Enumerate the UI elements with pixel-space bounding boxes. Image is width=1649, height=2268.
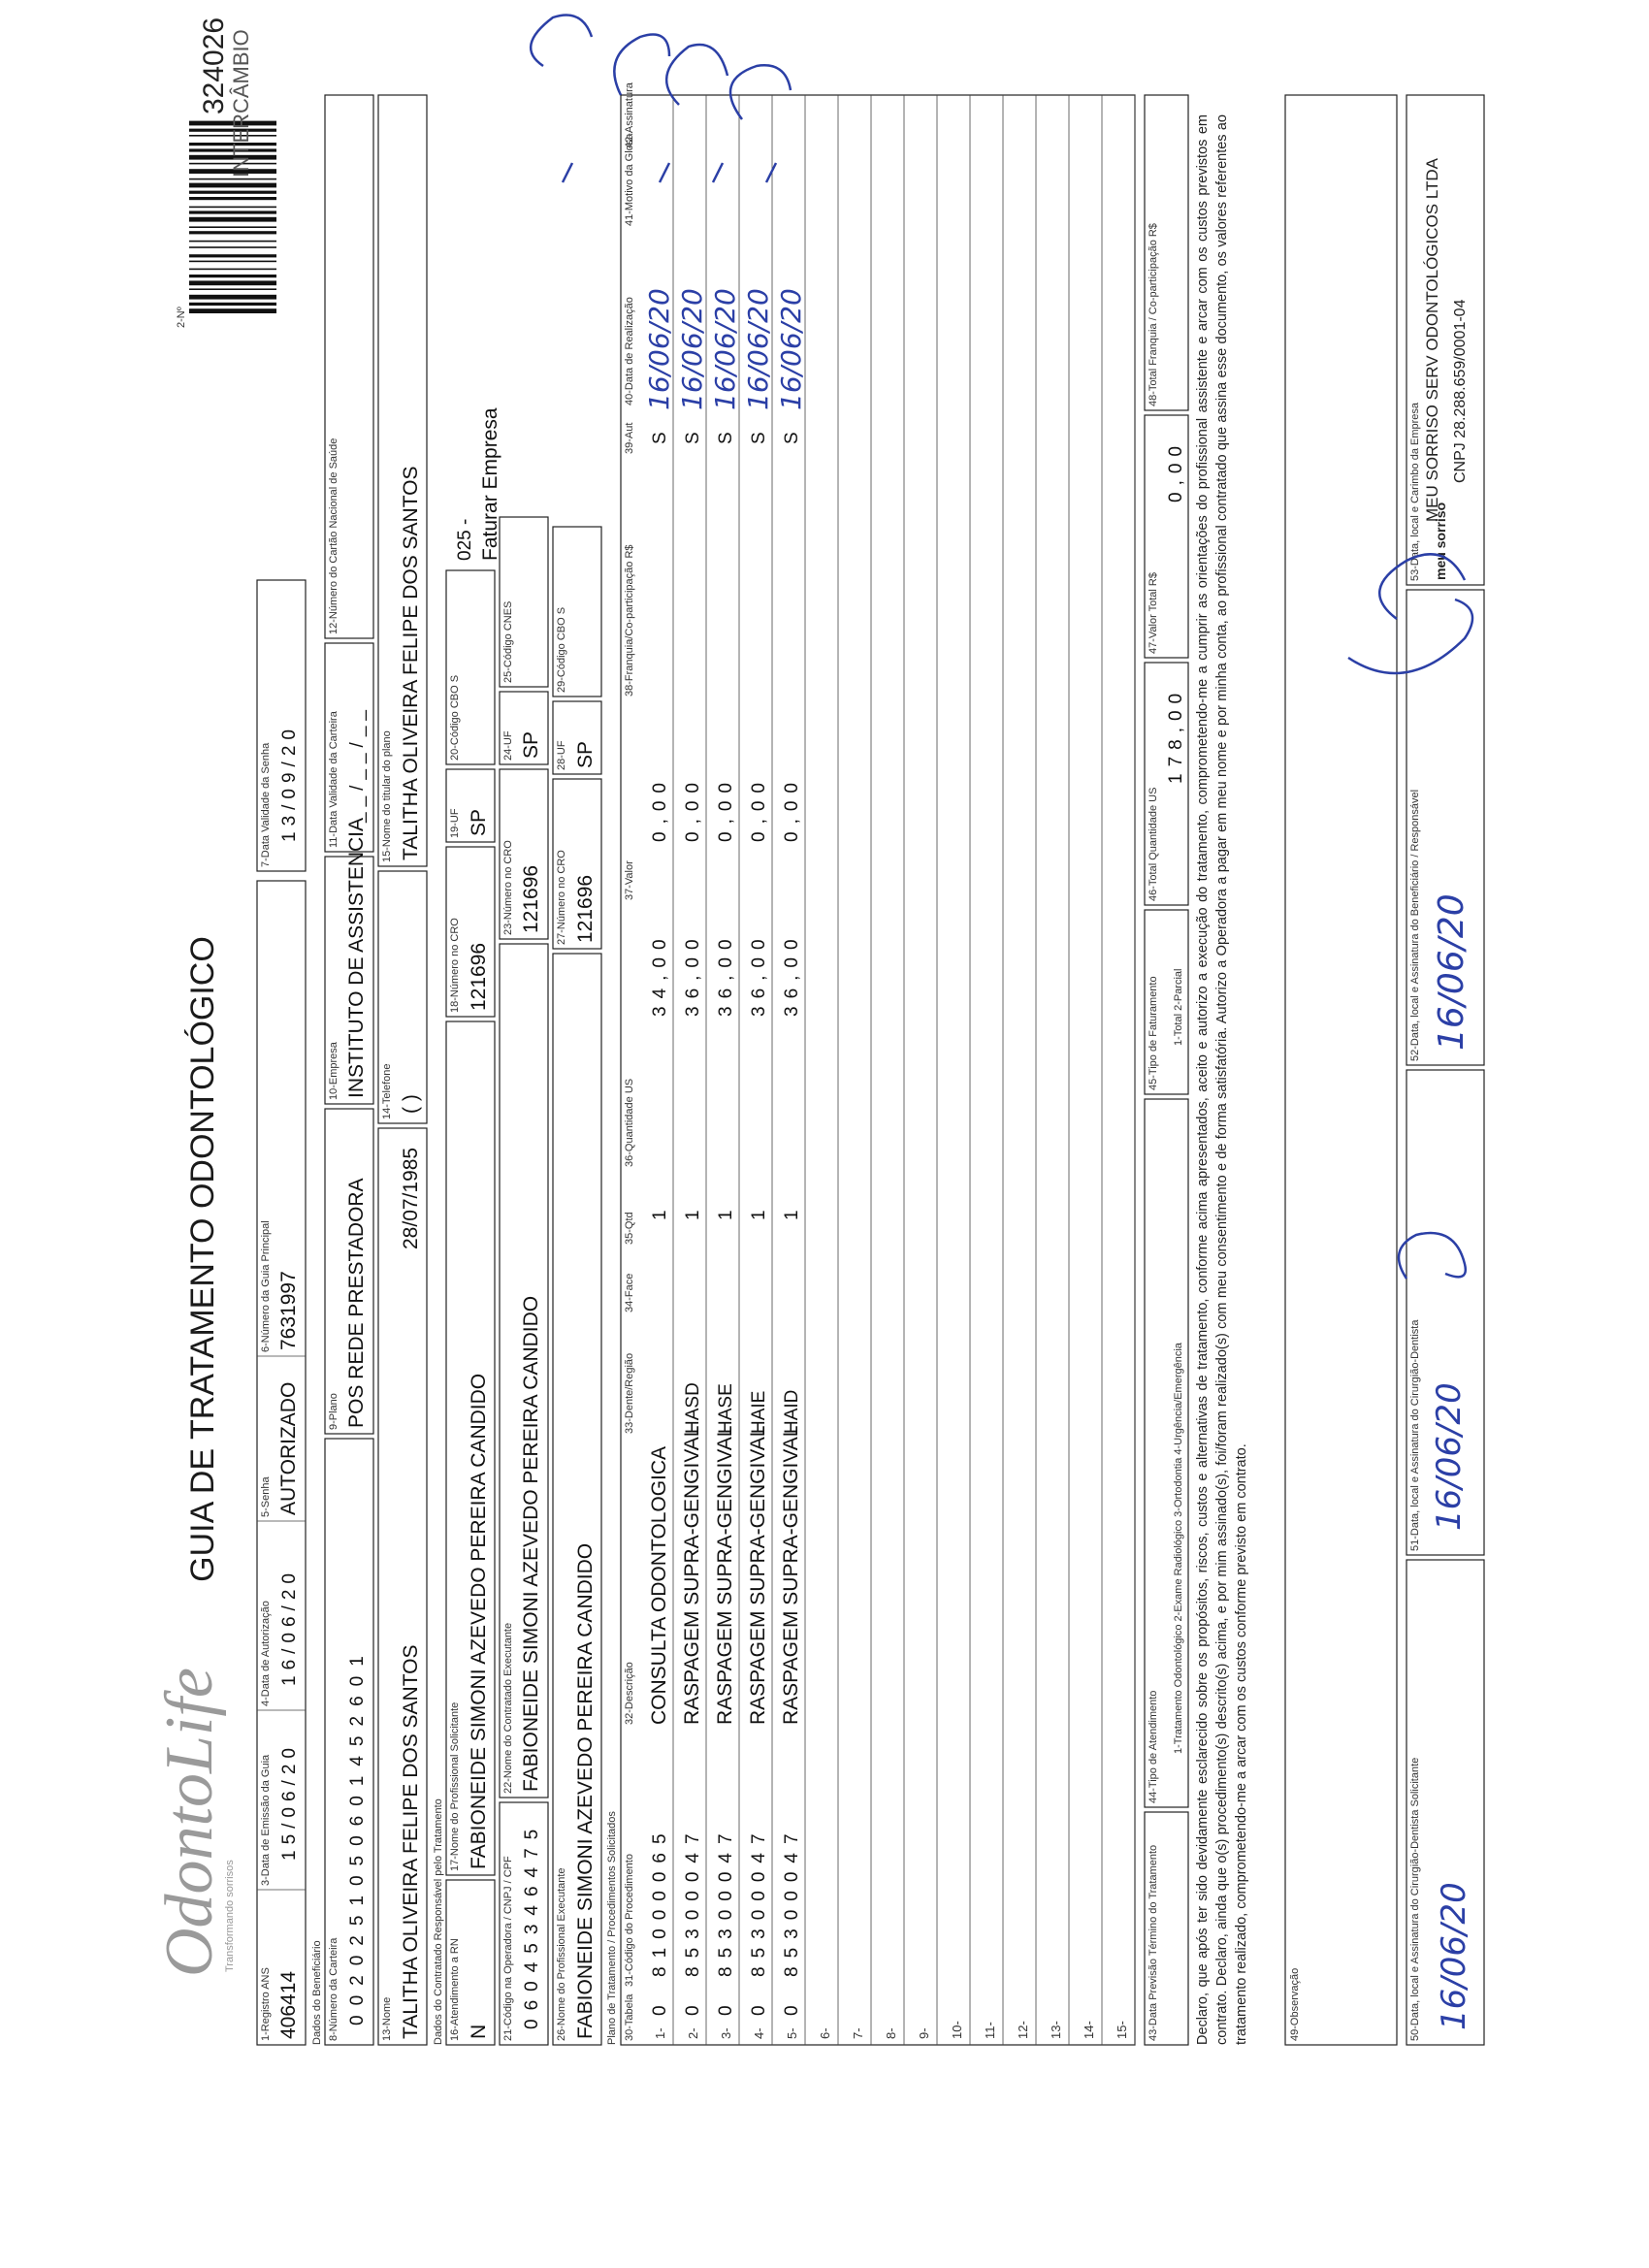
data-autorizacao: 16/06/20 bbox=[279, 1568, 300, 1686]
tipo-atendimento-options: 1-Tratamento Odontológico 2-Exame Radiológico 3-Ortodontia 4-Urgência/Emergência bbox=[1173, 1343, 1184, 1754]
cell-valor: 0,00 bbox=[749, 775, 769, 842]
atendimento-rn: N bbox=[468, 2024, 490, 2039]
cell-codigo: 81000065 bbox=[650, 1825, 670, 1977]
cell-us: 36,00 bbox=[782, 931, 802, 1017]
header-aut: 39-Aut bbox=[624, 422, 635, 454]
barcode-bar bbox=[189, 197, 276, 200]
contratado-executante: FABIONEIDE SIMONI AZEVEDO PEREIRA CANDIDO bbox=[520, 1295, 542, 1792]
solicitante: FABIONEIDE SIMONI AZEVEDO PEREIRA CANDIDO bbox=[468, 1373, 490, 1869]
senha: AUTORIZADO bbox=[277, 1381, 300, 1515]
barcode-bar bbox=[189, 261, 276, 263]
barcode-bar bbox=[189, 280, 276, 285]
barcode-bar bbox=[189, 217, 276, 222]
label-uf-executante: 28-UF bbox=[556, 740, 567, 770]
uf-executante: SP bbox=[574, 740, 597, 768]
label-total-us: 46-Total Quantidade US bbox=[1148, 787, 1159, 901]
row-number: 4- bbox=[752, 2027, 766, 2039]
cell-codigo: 85300047 bbox=[749, 1825, 769, 1977]
validade-senha: 13/09/20 bbox=[279, 724, 300, 842]
label-cartao-nacional: 12-Número do Cartão Nacional de Saúde bbox=[328, 437, 340, 634]
barcode-bar bbox=[189, 178, 276, 180]
cell-aut: S bbox=[716, 432, 736, 444]
section-beneficiario: Dados do Beneficiário bbox=[311, 1940, 323, 2045]
executante: FABIONEIDE SIMONI AZEVEDO PEREIRA CANDIDO bbox=[574, 1542, 597, 2039]
label-cnpj: 21-Código na Operadora / CNPJ / CPF bbox=[502, 1856, 514, 2041]
label-solicitante: 17-Nome do Profissional Solicitante bbox=[449, 1701, 461, 1871]
barcode-bar bbox=[189, 288, 276, 290]
header-data-realizacao: 40-Data de Realização bbox=[624, 297, 635, 405]
cell-us: 36,00 bbox=[749, 931, 769, 1017]
barcode-bar bbox=[189, 191, 276, 194]
cell-tabela: 0 bbox=[782, 2005, 802, 2016]
uf-contratado: SP bbox=[520, 730, 542, 759]
guia-principal: 7631997 bbox=[277, 1271, 300, 1350]
declaration-text: Declaro, que após ter sido devidamente esclarecido sobre os propósitos, riscos, custos e alternativas de tratamento, conforme acima apresentados, aceito e autorizo a execução do tratamento, comprometendo-me a cumprir as orientações do profissional assistente e arcar com os custos previstos em contrato. Declaro, ainda que o(s) procedimento(s) descrito(s) acima, e por mim assinado(s), foi/foram realizado(s) com meu consentimento e de forma satisfatória. Autorizo a Operadora a pagar em meu nome e por minha conta, ao profissional contratado que assina esse documento, os valores referentes ao tratamento realizado, comprometendo-me a arcar com os custos conforme previsto em contrato. bbox=[1195, 114, 1249, 2045]
header-qtd: 35-Qtd bbox=[624, 1212, 635, 1245]
cnpj: 06045346475 bbox=[522, 1820, 542, 2029]
nascimento: 28/07/1985 bbox=[400, 1147, 422, 1249]
label-cnes: 25-Código CNES bbox=[502, 600, 514, 683]
label-assin-cirurgiao: 51-Data, local e Assinatura do Cirurgião-Dentista bbox=[1409, 1319, 1421, 1551]
barcode-bar bbox=[189, 308, 276, 313]
label-observacao: 49-Observação bbox=[1289, 1967, 1301, 2041]
row-number: 10- bbox=[950, 2021, 964, 2039]
label-cro-solicitante: 18-Número no CRO bbox=[449, 918, 461, 1013]
logo-tagline: Transformando sorrisos bbox=[224, 1860, 236, 1972]
label-guia-principal: 6-Número da Guia Principal bbox=[260, 1220, 272, 1352]
row-number: 13- bbox=[1049, 2021, 1063, 2039]
label-data-autorizacao: 4-Data de Autorização bbox=[260, 1601, 272, 1706]
header-dente: 33-Dente/Região bbox=[624, 1352, 635, 1434]
label-titular: 15-Nome do titular do plano bbox=[381, 730, 393, 862]
barcode-bar bbox=[189, 231, 276, 234]
row-number: 12- bbox=[1016, 2021, 1030, 2039]
cell-tabela: 0 bbox=[650, 2005, 670, 2016]
header-codigo: 31-Código do Procedimento bbox=[624, 1854, 635, 1987]
total-us: 178,00 bbox=[1166, 686, 1186, 784]
cell-qtd: 1 bbox=[716, 1210, 736, 1220]
label-plano: 9-Plano bbox=[328, 1393, 340, 1430]
barcode-bar bbox=[189, 303, 276, 306]
valor-total: 0,00 bbox=[1166, 439, 1186, 502]
label-tipo-atendimento: 44-Tipo de Atendimento bbox=[1148, 1690, 1159, 1803]
validade-carteira: __/__/__ bbox=[347, 704, 368, 823]
row-number: 5- bbox=[785, 2027, 799, 2039]
cell-us: 36,00 bbox=[683, 931, 703, 1017]
nome: TALITHA OLIVEIRA FELIPE DOS SANTOS bbox=[400, 1644, 422, 2039]
label-cro-contratado: 23-Número no CRO bbox=[502, 840, 514, 935]
cell-aut: S bbox=[683, 432, 703, 444]
cell-descricao: RASPAGEM SUPRA-GENGIVAL bbox=[780, 1425, 802, 1725]
label-senha: 5-Senha bbox=[260, 1476, 272, 1517]
stamp-line2: CNPJ 28.288.659/0001-04 bbox=[1452, 299, 1469, 483]
label-contratado: 22-Nome do Contratado Executante bbox=[502, 1622, 514, 1794]
label-uf-contratado: 24-UF bbox=[502, 730, 514, 761]
cell-qtd: 1 bbox=[683, 1210, 703, 1220]
telefone: ( ) bbox=[400, 1094, 422, 1114]
row-number: 3- bbox=[719, 2027, 733, 2039]
cell-tabela: 0 bbox=[716, 2005, 736, 2016]
cell-descricao: RASPAGEM SUPRA-GENGIVAL bbox=[747, 1425, 769, 1725]
cell-descricao: RASPAGEM SUPRA-GENGIVAL bbox=[714, 1425, 736, 1725]
cell-data-realizacao: 16/06/20 bbox=[676, 288, 708, 410]
copy-number: 2-Nº bbox=[176, 307, 187, 328]
cell-codigo: 85300047 bbox=[716, 1825, 736, 1977]
header-glosa: 41-Motivo da Glosa bbox=[624, 133, 635, 226]
guide-number: 324026 bbox=[198, 16, 230, 114]
cell-valor: 0,00 bbox=[683, 775, 703, 842]
row-number: 7- bbox=[851, 2027, 865, 2039]
row-number: 11- bbox=[983, 2022, 997, 2039]
label-uf-solicitante: 19-UF bbox=[449, 808, 461, 838]
registro-ans: 406414 bbox=[277, 1970, 300, 2039]
titular: TALITHA OLIVEIRA FELIPE DOS SANTOS bbox=[400, 466, 422, 860]
cell-valor: 0,00 bbox=[650, 775, 670, 842]
header-valor: 37-Valor bbox=[624, 860, 635, 900]
row-number: 2- bbox=[686, 2027, 700, 2039]
carteira: 0020251050601452601 bbox=[347, 1646, 368, 2025]
label-empresa: 10-Empresa bbox=[328, 1042, 340, 1100]
stamp-brand: meu sorriso bbox=[1433, 502, 1448, 580]
cell-data-realizacao: 16/06/20 bbox=[643, 288, 675, 410]
cell-qtd: 1 bbox=[782, 1210, 802, 1220]
cell-codigo: 85300047 bbox=[683, 1825, 703, 1977]
cell-descricao: CONSULTA ODONTOLOGICA bbox=[648, 1445, 670, 1725]
cell-tabela: 0 bbox=[683, 2005, 703, 2016]
label-valor-total: 47-Valor Total R$ bbox=[1148, 572, 1159, 654]
label-atendimento-rn: 16-Atendimento a RN bbox=[449, 1938, 461, 2041]
label-tipo-faturamento: 45-Tipo de Faturamento bbox=[1148, 976, 1159, 1090]
data-emissao: 15/06/20 bbox=[279, 1742, 300, 1861]
label-validade-senha: 7-Data Validade da Senha bbox=[260, 742, 272, 867]
assin-cirurgiao-date: 16/06/20 bbox=[1430, 1382, 1469, 1531]
label-assin-solicitante: 50-Data, local e Assinatura do Cirurgião-Dentista Solicitante bbox=[1409, 1757, 1421, 2041]
faturamento-code: 025 - bbox=[455, 518, 475, 561]
label-executante: 26-Nome do Profissional Executante bbox=[556, 1867, 567, 2041]
row-number: 15- bbox=[1115, 2021, 1129, 2039]
label-carteira: 8-Número da Carteira bbox=[328, 1937, 340, 2041]
faturamento-text: Faturar Empresa bbox=[479, 407, 501, 561]
section-contratado: Dados do Contratado Responsável pelo Tratamento bbox=[433, 1798, 444, 2045]
cell-dente: HAID bbox=[782, 1389, 802, 1434]
row-number: 6- bbox=[818, 2027, 832, 2039]
header-qtd-us: 36-Quantidade US bbox=[624, 1078, 635, 1167]
header-face: 34-Face bbox=[624, 1273, 635, 1312]
label-registro-ans: 1-Registro ANS bbox=[260, 1967, 272, 2041]
cell-valor: 0,00 bbox=[782, 775, 802, 842]
header-tabela: 30-Tabela bbox=[624, 1993, 635, 2041]
page-title: GUIA DE TRATAMENTO ODONTOLÓGICO bbox=[184, 936, 221, 1582]
label-cbo-executante: 29-Código CBO S bbox=[556, 606, 567, 693]
assin-solicitante-date: 16/06/20 bbox=[1435, 1882, 1473, 2030]
cro-contratado: 121696 bbox=[520, 864, 542, 933]
logo: OdontoLife bbox=[152, 1668, 227, 1977]
cell-tabela: 0 bbox=[749, 2005, 769, 2016]
row-number: 14- bbox=[1082, 2021, 1096, 2039]
cell-aut: S bbox=[650, 432, 670, 444]
barcode-bar bbox=[189, 207, 276, 209]
guide-type: INTERCÂMBIO bbox=[229, 29, 253, 178]
cell-valor: 0,00 bbox=[716, 775, 736, 842]
barcode-bar bbox=[189, 275, 276, 277]
cell-dente: HAIE bbox=[749, 1390, 769, 1434]
label-validade-carteira: 11-Data Validade da Carteira bbox=[328, 711, 340, 848]
barcode-bar bbox=[189, 246, 276, 248]
barcode-bar bbox=[189, 183, 276, 188]
uf-solicitante: SP bbox=[468, 808, 490, 836]
cell-data-realizacao: 16/06/20 bbox=[775, 288, 807, 410]
cell-us: 34,00 bbox=[650, 931, 670, 1017]
cell-descricao: RASPAGEM SUPRA-GENGIVAL bbox=[681, 1425, 703, 1725]
cell-qtd: 1 bbox=[650, 1210, 670, 1220]
tipo-faturamento-options: 1-Total 2-Parcial bbox=[1173, 968, 1184, 1046]
assin-beneficiario-date: 16/06/20 bbox=[1432, 893, 1471, 1051]
header-franquia: 38-Franquia/Co-participação R$ bbox=[624, 544, 635, 697]
row-number: 8- bbox=[884, 2027, 898, 2039]
label-cbo-solicitante: 20-Código CBO S bbox=[449, 674, 461, 761]
label-assin-beneficiario: 52-Data, local e Assinatura do Beneficiário / Responsável bbox=[1409, 789, 1421, 1061]
label-telefone: 14-Telefone bbox=[381, 1063, 393, 1119]
cell-aut: S bbox=[749, 432, 769, 444]
label-cro-executante: 27-Número no CRO bbox=[556, 850, 567, 945]
row-number: 9- bbox=[917, 2027, 931, 2039]
cell-codigo: 85300047 bbox=[782, 1825, 802, 1977]
section-procedimentos: Plano de Tratamento / Procedimentos Solicitados bbox=[606, 1811, 618, 2045]
cell-us: 36,00 bbox=[716, 931, 736, 1017]
label-assin-empresa: 53-Data, local e Carimbo da Empresa bbox=[1409, 402, 1421, 581]
cell-dente: HASE bbox=[716, 1383, 736, 1434]
plano: POS REDE PRESTADORA bbox=[345, 1178, 368, 1428]
label-previsao: 43-Data Previsão Término do Tratamento bbox=[1148, 1844, 1159, 2041]
barcode-bar bbox=[189, 226, 276, 228]
cell-dente: HASD bbox=[683, 1382, 703, 1434]
cro-solicitante: 121696 bbox=[468, 942, 490, 1011]
label-franquia-total: 48-Total Franquia / Co-participação R$ bbox=[1148, 223, 1159, 406]
cell-data-realizacao: 16/06/20 bbox=[709, 288, 741, 410]
cro-executante: 121696 bbox=[574, 874, 597, 943]
label-data-emissao: 3-Data de Emissão da Guia bbox=[260, 1754, 272, 1886]
cell-aut: S bbox=[782, 432, 802, 444]
stamp-line1: MEU SORRISO SERV ODONTOLÓGICOS LTDA bbox=[1423, 157, 1441, 522]
barcode-bar bbox=[189, 211, 276, 213]
barcode-bar bbox=[189, 269, 276, 271]
header-assinatura: 42-Assinatura bbox=[624, 82, 635, 148]
header-descricao: 32-Descrição bbox=[624, 1662, 635, 1725]
label-nome: 13-Nome bbox=[381, 1996, 393, 2041]
row-number: 1- bbox=[653, 2027, 667, 2039]
barcode-bar bbox=[189, 295, 276, 300]
cell-data-realizacao: 16/06/20 bbox=[742, 288, 774, 410]
cell-qtd: 1 bbox=[749, 1210, 769, 1220]
empresa: INSTITUTO DE ASSISTENCIA bbox=[345, 818, 368, 1098]
barcode-bar bbox=[189, 241, 276, 243]
barcode-bar bbox=[189, 254, 276, 257]
